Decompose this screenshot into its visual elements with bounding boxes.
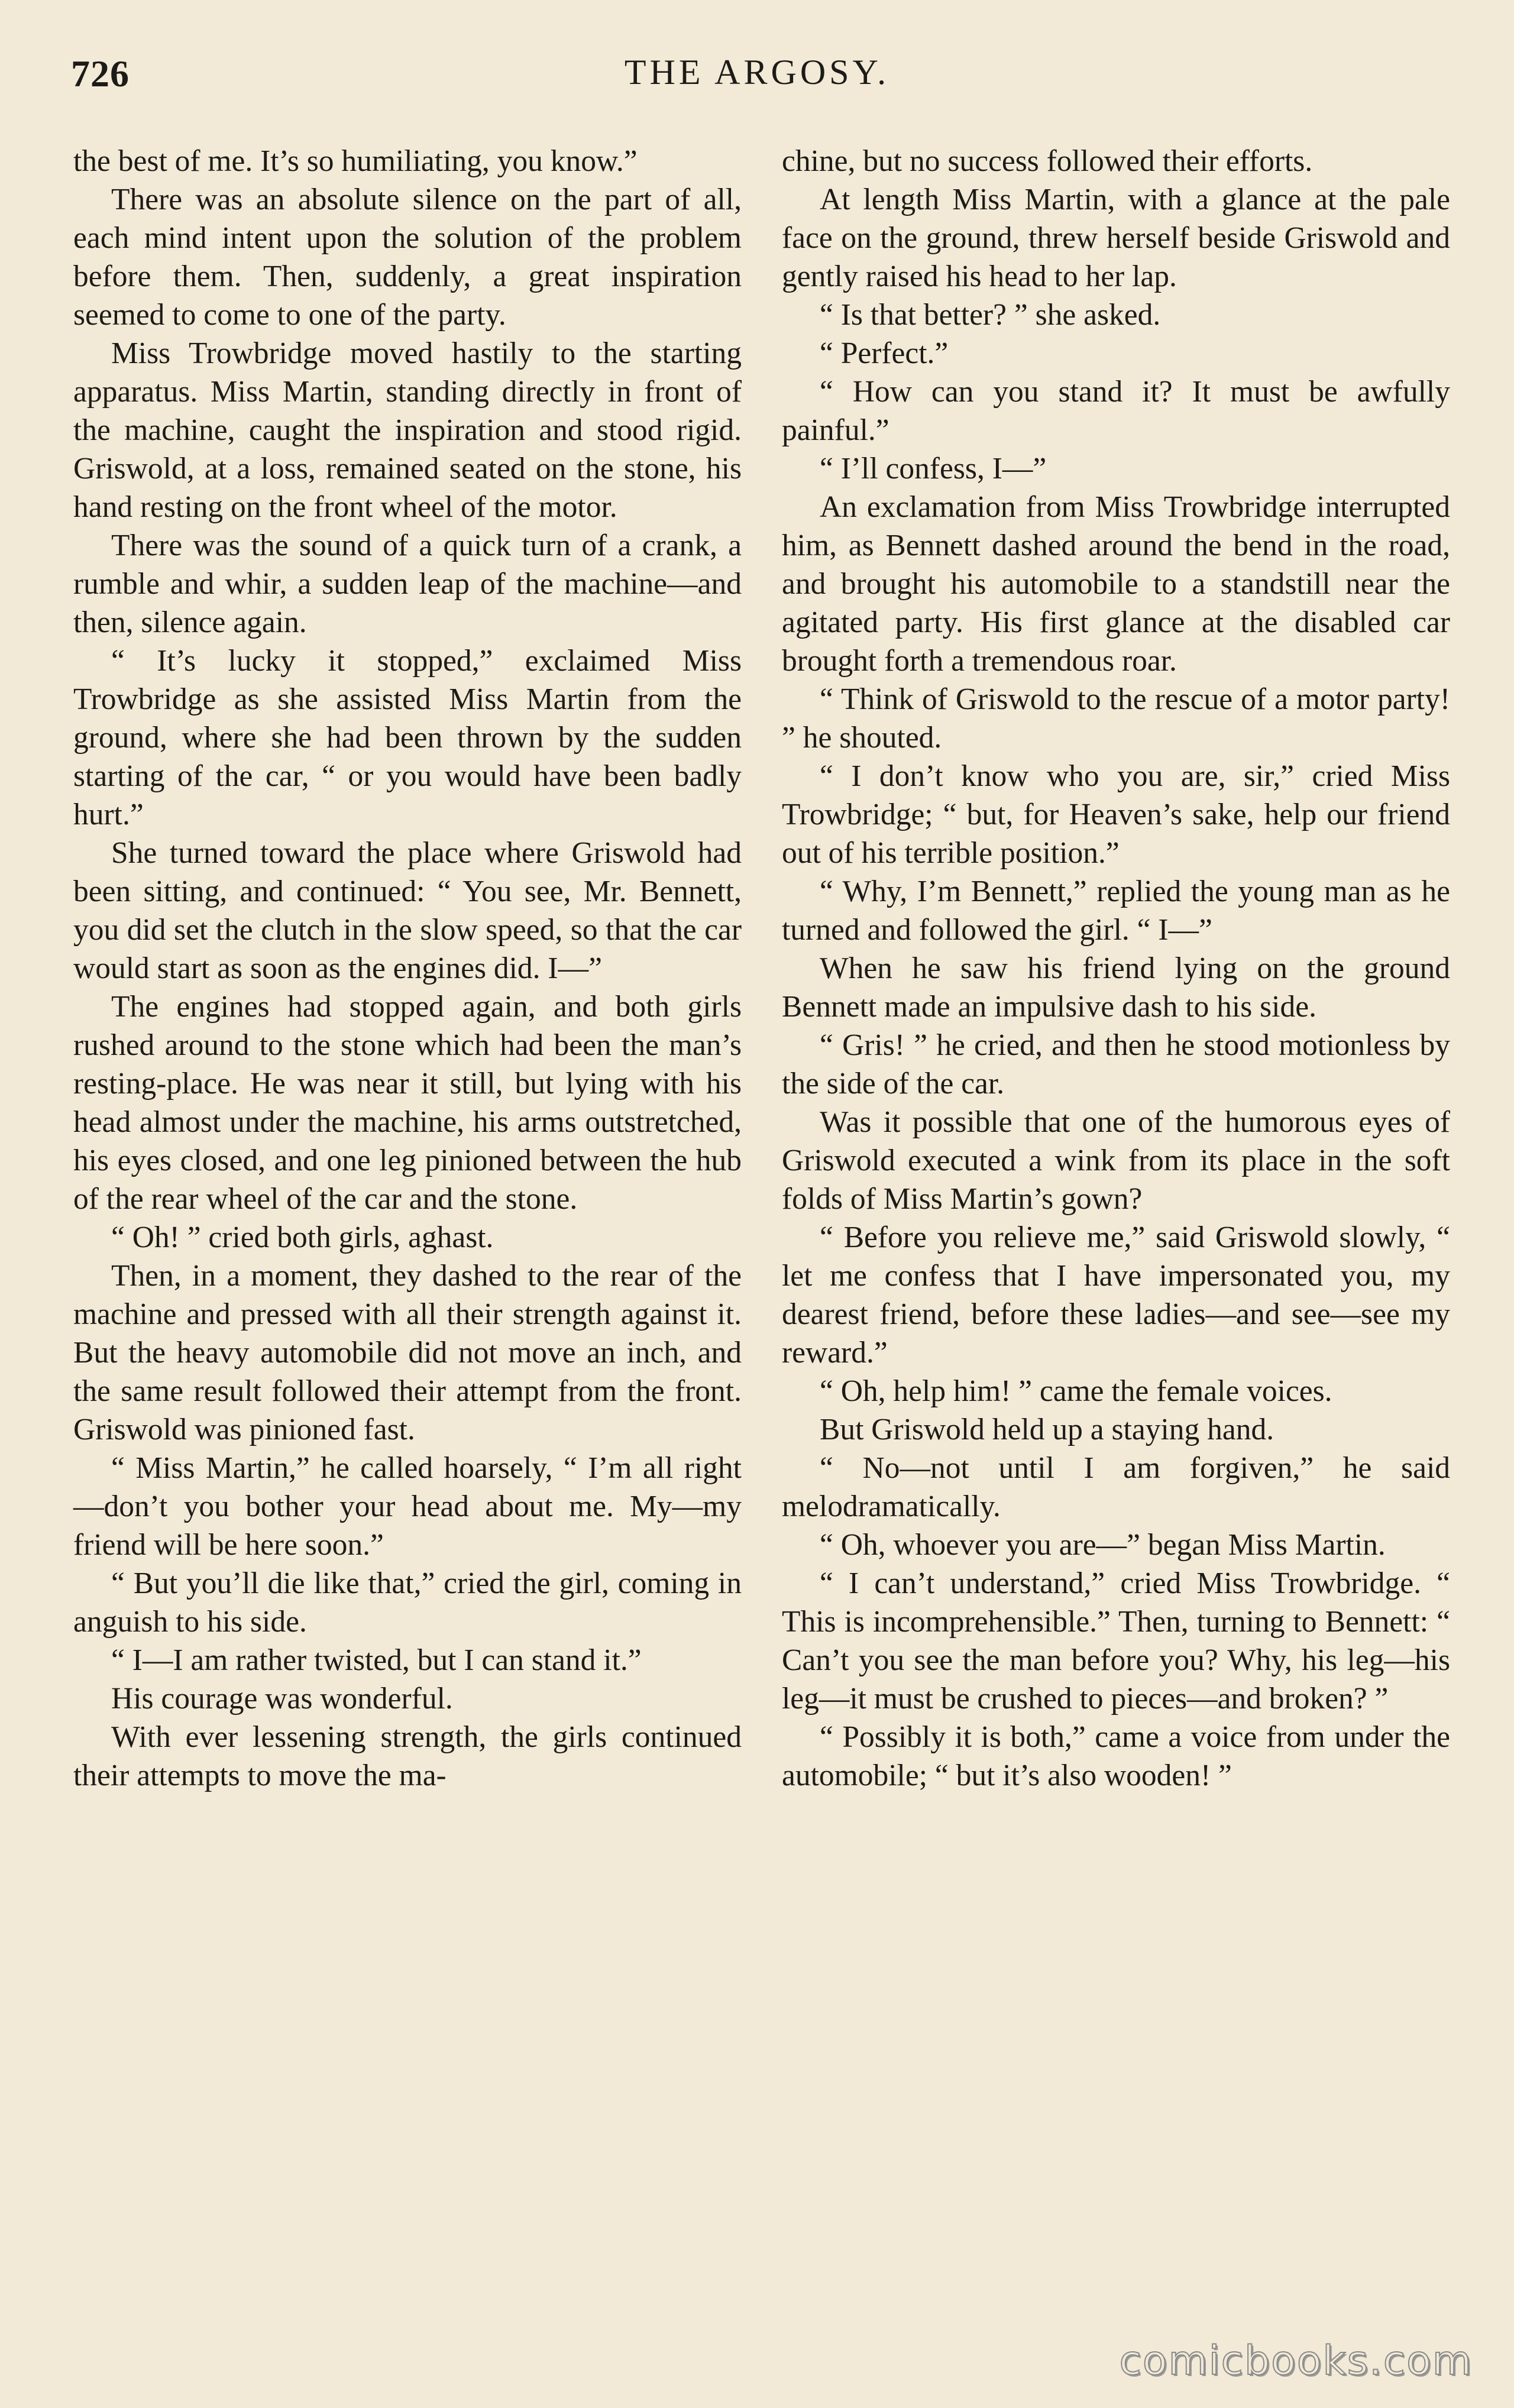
paragraph: “ No—not until I am forgiven,” he said melodramatically. (782, 1451, 1450, 1523)
paragraph: But Griswold held up a staying hand. (820, 1413, 1274, 1446)
paragraph: There was the sound of a quick turn of a crank, a rumble and whir, a sudden leap of the machine—and then, silence again. (73, 529, 742, 639)
page-header (71, 52, 1443, 117)
paragraph: “ Oh, help him! ” came the female voices. (820, 1374, 1332, 1408)
paragraph: “ It’s lucky it stopped,” exclaimed Miss Trowbridge as she assisted Miss Martin from the ground, where she had been thrown by the sudden starting of the car, “ or you would have been badly hurt.” (73, 644, 742, 831)
paragraph: “ But you’ll die like that,” cried the girl, coming in anguish to his side. (73, 1567, 742, 1639)
paragraph: At length Miss Martin, with a glance at the pale face on the ground, threw herself beside Griswold and gently raised his head to her lap. (782, 183, 1450, 293)
paragraph: His courage was wonderful. (111, 1682, 453, 1716)
left-column (73, 142, 742, 1795)
paragraph: “ Think of Griswold to the rescue of a motor party! ” he shouted. (782, 682, 1450, 755)
page-number: 726 (71, 53, 130, 95)
paragraph: “ Possibly it is both,” came a voice from under the automobile; “ but it’s also wooden! ” (782, 1720, 1450, 1792)
paragraph: “ Before you relieve me,” said Griswold slowly, “ let me confess that I have impersonated you, my dearest friend, before these ladies—and see—see my reward.” (782, 1221, 1450, 1370)
paragraph: “ Why, I’m Bennett,” replied the young man as he turned and followed the girl. “ I—” (782, 875, 1450, 947)
paragraph: She turned toward the place where Griswold had been sitting, and continued: “ You see, Mr. Bennett, you did set the clutch in the slow speed, so that the car would start as soon as the engines did. I—” (73, 836, 742, 985)
paragraph: “ Oh, whoever you are—” began Miss Martin. (820, 1528, 1386, 1562)
paragraph: The engines had stopped again, and both girls rushed around to the stone which had been the man’s resting-place. He was near it still, but lying with his head almost under the machine, his arms outstretched, his eyes closed, and one leg pinioned between the hub of the rear wheel of the car and the stone. (73, 990, 742, 1216)
paragraph: “ I—I am rather twisted, but I can stand it.” (111, 1643, 642, 1677)
paragraph: chine, but no success followed their efforts. (782, 144, 1313, 178)
paragraph: “ Perfect.” (820, 336, 949, 370)
paragraph: With ever lessening strength, the girls continued their attempts to move the ma- (73, 1720, 742, 1792)
running-head: THE ARGOSY. (624, 53, 890, 92)
paragraph: Was it possible that one of the humorous eyes of Griswold executed a wink from its place in the soft folds of Miss Martin’s gown? (782, 1105, 1450, 1216)
right-column (782, 142, 1450, 1795)
paragraph: “ Gris! ” he cried, and then he stood motionless by the side of the car. (782, 1028, 1450, 1101)
paragraph: the best of me. It’s so humiliating, you know.” (73, 144, 638, 178)
paragraph: “ I don’t know who you are, sir,” cried Miss Trowbridge; “ but, for Heaven’s sake, help our friend out of his terrible position.” (782, 759, 1450, 870)
watermark: comicbooks.com (1119, 2338, 1473, 2384)
paragraph: Then, in a moment, they dashed to the rear of the machine and pressed with all their strength against it. But the heavy automobile did not move an inch, and the same result followed their attempt from the front. Griswold was pinioned fast. (73, 1259, 742, 1446)
paragraph: Miss Trowbridge moved hastily to the starting apparatus. Miss Martin, standing directly in front of the machine, caught the inspiration and stood rigid. Griswold, at a loss, remained seated on the stone, his hand resting on the front wheel of the motor. (73, 336, 742, 524)
paragraph: An exclamation from Miss Trowbridge interrupted him, as Bennett dashed around the bend in the road, and brought his automobile to a standstill near the agitated party. His first glance at the disabled car brought forth a tremendous roar. (782, 490, 1450, 678)
paragraph: “ How can you stand it? It must be awfully painful.” (782, 375, 1450, 447)
paragraph: “ I’ll confess, I—” (820, 452, 1047, 486)
paragraph: “ Miss Martin,” he called hoarsely, “ I’m all right—don’t you bother your head about me. My—my friend will be here soon.” (73, 1451, 742, 1562)
paragraph: When he saw his friend lying on the ground Bennett made an impulsive dash to his side. (782, 951, 1450, 1024)
paragraph: “ Is that better? ” she asked. (820, 298, 1161, 332)
paragraph: “ I can’t understand,” cried Miss Trowbridge. “ This is incomprehensible.” Then, turning to Bennett: “ Can’t you see the man before you? Why, his leg—his leg—it must be crushed to pieces—and broken? ” (782, 1567, 1450, 1716)
paragraph: “ Oh! ” cried both girls, aghast. (111, 1221, 494, 1254)
paragraph: There was an absolute silence on the part of all, each mind intent upon the solution of the problem before them. Then, suddenly, a great inspiration seemed to come to one of the party. (73, 183, 742, 332)
